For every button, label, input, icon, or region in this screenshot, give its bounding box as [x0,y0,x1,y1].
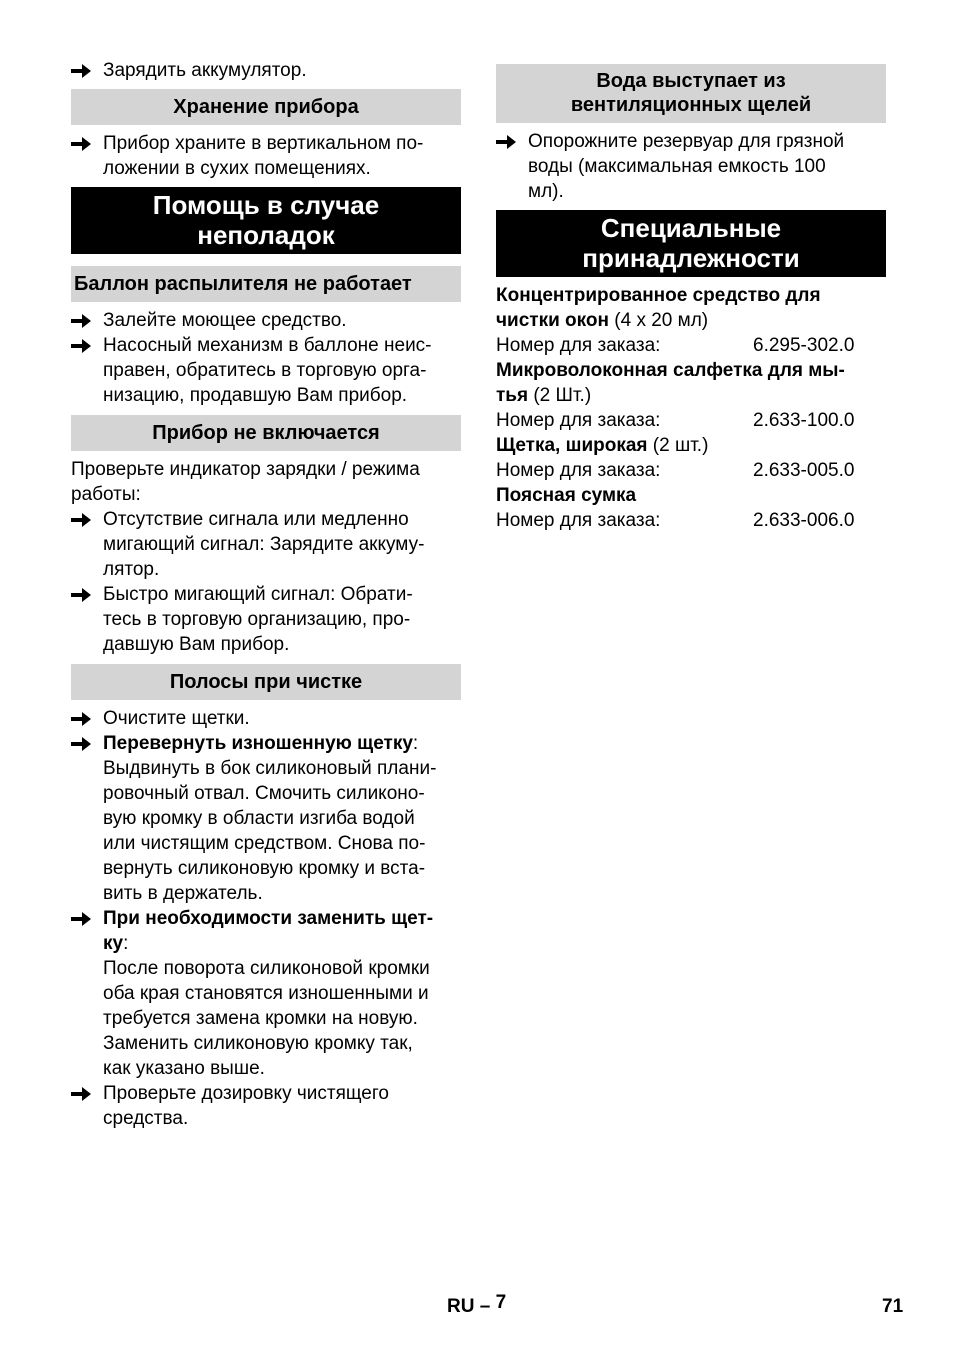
order-number-row: Номер для заказа: 6.295-302.0 [496,335,855,356]
order-number-row: Номер для заказа: 2.633-100.0 [496,410,855,431]
list-item: Зарядить аккумулятор. [71,58,461,83]
arrow-right-icon [71,731,93,756]
arrow-right-icon [71,706,93,731]
left-column [71,58,461,1131]
section-heading-spray: Баллон распылителя не работает [71,266,461,302]
accessory-item: Концентрированное средство для чистки окон (4 x 20 мл) Номер для заказа: 6.295-302.0 [496,283,886,358]
accessory-item: Микроволоконная салфетка для мы- тья (2 Шт.) Номер для заказа: 2.633-100.0 [496,358,886,433]
list-item: При необходимости заменить щет- ку: После поворота силиконовой кромки оба края становятся изношенными и требуется замена кромки на новую. Заменить силиконовую кромку так, как указано выше. [71,906,461,1081]
list-item: Отсутствие сигнала или медленно мигающий сигнал: Зарядите аккуму- лятор. [71,507,461,582]
page-footer-label: RU – 7 [447,1292,507,1317]
section-heading-streaks: Полосы при чистке [71,664,461,700]
order-number-row: Номер для заказа: 2.633-005.0 [496,460,855,481]
page-number: 71 [882,1296,904,1317]
section-heading-water: Вода выступает из вентиляционных щелей [496,64,886,123]
accessory-item: Поясная сумка Номер для заказа: 2.633-006.0 [496,483,886,533]
list-item: Очистите щетки. [71,706,461,731]
section-heading-storage: Хранение прибора [71,89,461,125]
arrow-right-icon [71,507,93,532]
arrow-right-icon [496,129,518,154]
list-item: Быстро мигающий сигнал: Обрати- тесь в торговую организацию, про- давшую Вам прибор. [71,582,461,657]
chapter-heading-troubleshooting: Помощь в случае неполадок [71,187,461,254]
right-column [496,64,886,533]
arrow-right-icon [71,1081,93,1106]
chapter-heading-accessories: Специальные принадлежности [496,210,886,277]
arrow-right-icon [71,582,93,607]
arrow-right-icon [71,308,93,333]
list-item: Насосный механизм в баллоне неис- правен, обратитесь в торговую орга- низацию, продавшую Вам прибор. [71,333,461,408]
list-item: Прибор храните в вертикальном по- ложении в сухих помещениях. [71,131,461,181]
list-item: Проверьте дозировку чистящего средства. [71,1081,461,1131]
order-number-row: Номер для заказа: 2.633-006.0 [496,510,855,531]
list-item: Залейте моющее средство. [71,308,461,333]
list-item: Перевернуть изношенную щетку: Выдвинуть в бок силиконовый плани- ровочный отвал. Смочить силиконо- вую кромку в области изгиба водой или чистящим средством. Снова по- вернуть силиконовую кромку и вста- вить в держатель. [71,731,461,906]
power-intro: Проверьте индикатор зарядки / режима работы: [71,459,420,505]
list-item: Опорожните резервуар для грязной воды (максимальная емкость 100 мл). [496,129,886,204]
arrow-right-icon [71,58,93,83]
accessory-item: Щетка, широкая (2 шт.) Номер для заказа: 2.633-005.0 [496,433,886,483]
section-heading-power: Прибор не включается [71,415,461,451]
arrow-right-icon [71,906,93,931]
arrow-right-icon [71,333,93,358]
arrow-right-icon [71,131,93,156]
